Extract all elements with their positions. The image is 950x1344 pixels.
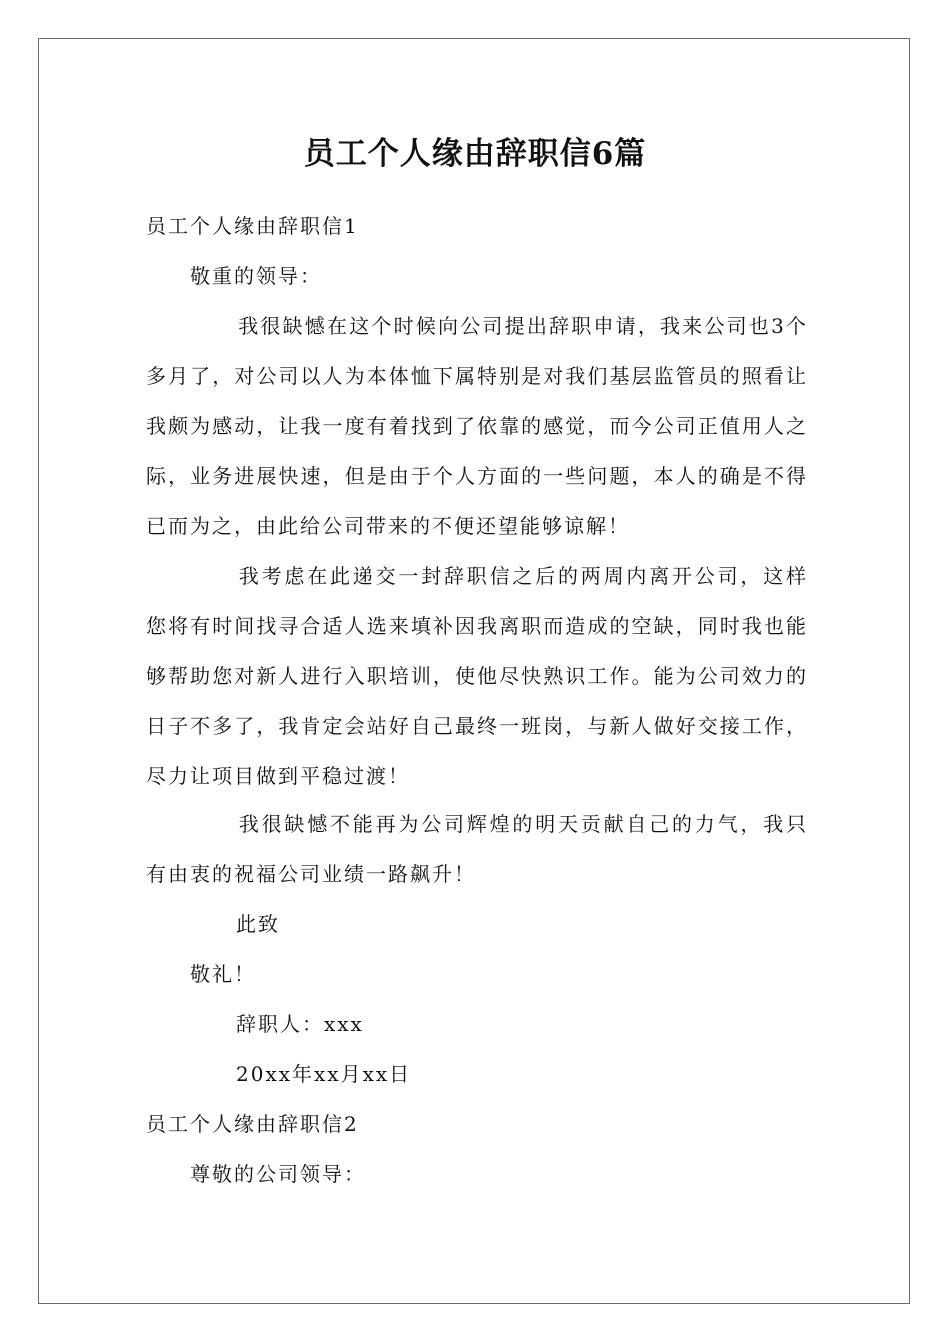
letter-1-signer: 辞职人：xxx <box>236 1012 364 1036</box>
document-title: 员工个人缘由辞职信6篇 <box>303 136 647 172</box>
letter-1-salutation: 敬重的领导： <box>190 264 322 288</box>
letter-1-paragraph-3 <box>146 799 808 899</box>
letter-1-paragraph-2 <box>146 551 808 801</box>
letter-1-date: 20xx年xx月xx日 <box>236 1062 412 1086</box>
letter-2-salutation: 尊敬的公司领导： <box>190 1162 366 1186</box>
letter-1-closing-jingli: 敬礼！ <box>190 962 256 986</box>
letter-1-paragraph-1 <box>146 301 808 551</box>
letter-1-heading: 员工个人缘由辞职信1 <box>146 214 359 238</box>
letter-1-paragraph-3-text: 我很缺憾不能再为公司辉煌的明天贡献自己的力气，我只有由衷的祝福公司业绩一路飙升！ <box>146 812 808 886</box>
letter-2-heading: 员工个人缘由辞职信2 <box>146 1112 359 1136</box>
letter-1-paragraph-2-text: 我考虑在此递交一封辞职信之后的两周内离开公司，这样您将有时间找寻合适人选来填补因我离职而造成的空缺，同时我也能够帮助您对新人进行入职培训，使他尽快熟识工作。能为公司效力的日子不多了，我肯定会站好自己最终一班岗，与新人做好交接工作，尽力让项目做到平稳过渡！ <box>146 564 808 788</box>
letter-1-paragraph-1-text: 我很缺憾在这个时候向公司提出辞职申请，我来公司也3个多月了，对公司以人为本体恤下属特别是对我们基层监管员的照看让我颇为感动，让我一度有着找到了依靠的感觉，而今公司正值用人之际，业务进展快速，但是由于个人方面的一些问题，本人的确是不得已而为之，由此给公司带来的不便还望能够谅解！ <box>146 314 808 538</box>
letter-1-closing-cizhi: 此致 <box>236 912 280 936</box>
